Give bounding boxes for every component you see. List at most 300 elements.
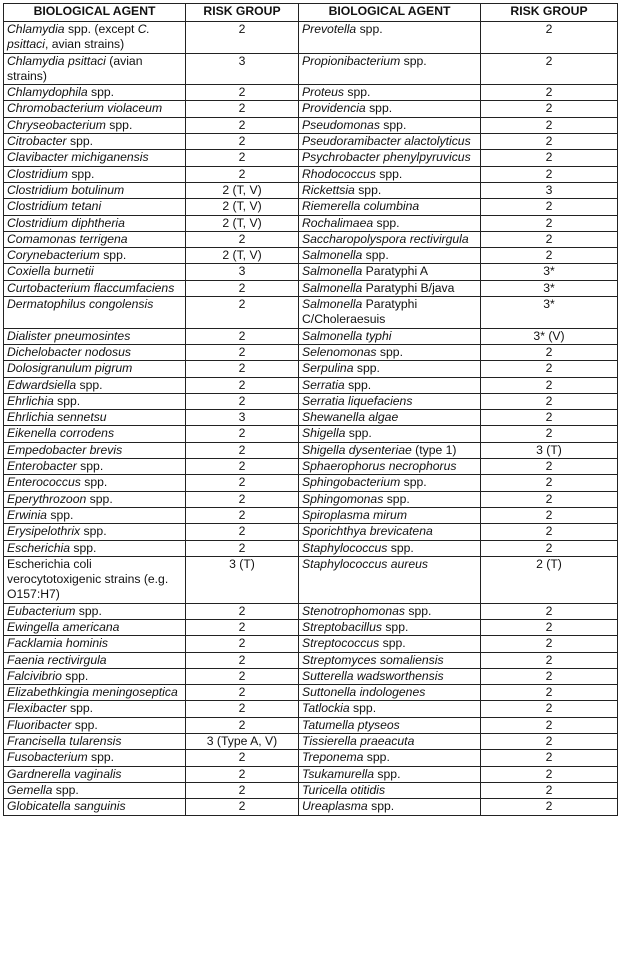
agent-cell [4,297,186,329]
agent-cell [299,150,481,166]
agent-name-italic: Shewanella algae [302,410,399,425]
agent-cell [4,134,186,150]
agent-cell [299,734,481,750]
agent-cell [4,182,186,198]
agent-cell [4,101,186,117]
table-row [4,215,618,231]
table-row [4,280,618,296]
agent-name-text: spp. [70,540,97,555]
table-row [4,182,618,198]
risk-group-cell: 2 [481,248,618,264]
agent-cell [4,85,186,101]
agent-name-italic: Prevotella [302,22,357,36]
agent-name-italic: Chlamydia psittaci [7,53,106,68]
agent-cell [299,782,481,798]
table-row [4,344,618,360]
agent-cell [299,410,481,426]
agent-name-text: spp. [345,426,372,441]
agent-name-italic: Dichelobacter nodosus [7,344,131,359]
agent-name-italic: Tatlockia [302,701,350,716]
agent-cell [299,248,481,264]
risk-group-cell: 2 [186,524,299,540]
risk-group-cell: 2 [186,426,299,442]
agent-cell [299,685,481,701]
risk-group-cell: 2 [481,426,618,442]
risk-group-table [3,3,618,816]
agent-name-italic: Comamonas terrigena [7,231,128,246]
risk-group-cell: 3 [186,264,299,280]
table-row [4,134,618,150]
agent-name-text: spp. [76,459,104,474]
agent-name-italic: Citrobacter [7,134,67,149]
risk-group-cell: 3 [186,53,299,85]
agent-cell [4,717,186,733]
agent-cell [299,491,481,507]
agent-name-italic: Providencia [302,101,366,116]
agent-name-italic: Streptobacillus [302,619,382,634]
risk-group-cell: 2 [186,85,299,101]
agent-cell [4,410,186,426]
table-row [4,652,618,668]
risk-group-cell: 2 [186,297,299,329]
agent-name-italic: Eikenella corrodens [7,426,115,441]
risk-group-cell: 3 (T) [481,442,618,458]
agent-name-italic: Staphylococcus aureus [302,556,429,571]
agent-name-italic: Suttonella indologenes [302,685,426,700]
agent-cell [299,85,481,101]
agent-name-italic: Curtobacterium flaccumfaciens [7,280,175,295]
agent-name-italic: Empedobacter brevis [7,442,123,457]
agent-name-italic: Sutterella wadsworthensis [302,668,444,683]
agent-cell [299,297,481,329]
agent-name-text: spp. [349,701,377,716]
agent-name-text: spp. [354,182,382,197]
table-row [4,377,618,393]
risk-group-cell: 2 [186,652,299,668]
table-row [4,603,618,619]
agent-name-text: Paratyphi A [362,264,429,279]
agent-cell [4,442,186,458]
risk-group-cell: 2 [481,150,618,166]
agent-cell [4,766,186,782]
table-row [4,619,618,635]
agent-name-text: spp. [400,53,427,68]
table-row [4,150,618,166]
agent-name-italic: Eperythrozoon [7,491,87,506]
agent-cell [4,734,186,750]
risk-group-cell: 2 [481,166,618,182]
risk-group-cell: 3 [186,410,299,426]
agent-cell [4,393,186,409]
agent-name-italic: Edwardsiella [7,377,77,392]
risk-group-cell: 2 [186,685,299,701]
agent-cell [4,150,186,166]
agent-cell [299,280,481,296]
agent-cell [299,328,481,344]
risk-group-cell: 2 [186,475,299,491]
agent-cell [4,507,186,523]
agent-cell [299,766,481,782]
agent-cell [299,459,481,475]
agent-cell [299,750,481,766]
agent-cell [299,652,481,668]
agent-name-italic: Proteus [302,85,345,100]
risk-group-cell: 2 [186,766,299,782]
agent-cell [4,231,186,247]
table-row [4,524,618,540]
risk-group-cell: 3 (Type A, V) [186,734,299,750]
agent-name-text: spp. [87,85,115,100]
risk-group-cell: 2 [481,782,618,798]
risk-group-cell: 2 [481,134,618,150]
table-row [4,393,618,409]
agent-cell [299,361,481,377]
table-body [4,22,618,816]
agent-cell [4,117,186,133]
agent-name-italic: Rickettsia [302,182,355,197]
risk-group-cell: 2 [481,652,618,668]
table-row [4,22,618,54]
agent-cell [4,248,186,264]
agent-name-text: spp. [80,475,108,490]
agent-cell [4,264,186,280]
agent-cell [299,603,481,619]
risk-group-cell: 2 [481,361,618,377]
agent-name-italic: Sphaerophorus necrophorus [302,459,457,474]
agent-cell [299,101,481,117]
agent-name-italic: Eubacterium [7,603,76,618]
table-row [4,701,618,717]
table-row [4,540,618,556]
header-biological-agent: BIOLOGICAL AGENT [299,4,481,22]
agent-name-italic: Pseudomonas [302,117,380,132]
risk-group-cell: 2 [481,199,618,215]
agent-name-italic: Dolosigranulum pigrum [7,361,133,376]
agent-name-italic: Pseudoramibacter alactolyticus [302,134,471,149]
agent-name-italic: Chlamydia [7,22,65,36]
risk-group-cell: 2 [481,701,618,717]
agent-cell [4,475,186,491]
agent-name-italic: Francisella tularensis [7,734,122,749]
agent-name-text: spp. [46,507,74,522]
agent-cell [4,556,186,603]
table-row [4,199,618,215]
agent-name-text: spp. [76,377,103,392]
risk-group-cell: 2 [481,734,618,750]
agent-cell [4,636,186,652]
risk-group-cell: 2 [186,166,299,182]
risk-group-cell: 2 (T) [481,556,618,603]
agent-name-text: spp. [400,475,427,490]
agent-name-italic: Ehrlichia [7,393,54,408]
agent-cell [299,22,481,54]
table-row [4,297,618,329]
agent-name-italic: Fluoribacter [7,717,72,732]
agent-cell [4,524,186,540]
table-row [4,166,618,182]
risk-group-cell: 2 (T, V) [186,215,299,231]
agent-name-text: spp. [86,491,113,506]
agent-name-italic: Falcivibrio [7,668,62,683]
table-row [4,685,618,701]
agent-cell [299,377,481,393]
risk-group-cell: 2 [186,491,299,507]
agent-name-italic: Serratia liquefaciens [302,393,413,408]
table-row [4,361,618,377]
risk-group-cell: 2 [481,117,618,133]
agent-cell [4,22,186,54]
agent-name-text: Paratyphi C/Choleraesuis [302,297,418,327]
agent-name-italic: Globicatella sanguinis [7,799,126,814]
risk-group-cell: 2 [186,344,299,360]
agent-cell [4,701,186,717]
agent-cell [299,556,481,603]
risk-group-cell: 2 [481,685,618,701]
agent-name-text: spp. [61,668,89,683]
table-row [4,442,618,458]
table-row [4,117,618,133]
risk-group-cell: 2 [481,491,618,507]
table-row [4,231,618,247]
agent-name-italic: Ewingella americana [7,619,120,634]
agent-cell [4,344,186,360]
risk-group-cell: 2 [481,717,618,733]
agent-name-italic: Streptomyces somaliensis [302,652,444,667]
agent-name-italic: C. psittaci [7,22,150,52]
agent-name-text: spp. [383,491,410,506]
table-row [4,799,618,815]
agent-name-text: spp. [80,524,107,539]
agent-name-italic: Dermatophilus congolensis [7,297,154,312]
agent-name-italic: Facklamia hominis [7,636,108,651]
agent-name-text: spp. [67,166,95,181]
risk-group-cell: 2 [481,215,618,231]
agent-cell [4,377,186,393]
agent-cell [4,166,186,182]
agent-cell [4,426,186,442]
table-row [4,766,618,782]
agent-name-text: spp. [52,782,79,797]
risk-group-cell: 2 [481,85,618,101]
agent-cell [4,652,186,668]
table-row [4,53,618,85]
agent-name-text: spp. [87,750,115,765]
agent-cell [299,134,481,150]
agent-name-text: (avian strains) [7,53,143,83]
agent-cell [299,215,481,231]
table-row [4,636,618,652]
risk-group-cell: 2 [186,117,299,133]
risk-group-cell: 2 [481,668,618,684]
risk-group-cell: 2 [481,53,618,85]
risk-group-cell: 2 [186,361,299,377]
risk-group-cell: 2 (T, V) [186,199,299,215]
agent-name-italic: Clostridium botulinum [7,182,125,197]
agent-name-text: spp. [405,603,432,618]
risk-group-cell: 2 [481,507,618,523]
table-row [4,782,618,798]
agent-name-italic: Chryseobacterium [7,117,106,132]
agent-name-text: spp. [344,377,372,392]
table-row [4,426,618,442]
agent-name-italic: Salmonella [302,297,363,312]
table-row [4,410,618,426]
risk-group-cell: 2 [481,393,618,409]
agent-name-italic: Enterobacter [7,459,77,474]
risk-group-cell: 2 (T, V) [186,248,299,264]
agent-name-italic: Sporichthya brevicatena [302,524,433,539]
agent-name-text: (type 1) [411,442,457,457]
agent-cell [299,442,481,458]
agent-name-text: spp. [376,344,403,359]
risk-group-cell: 2 [481,799,618,815]
agent-name-text: spp. [379,117,407,132]
agent-name-text: spp. [71,717,98,732]
risk-group-cell: 3 [481,182,618,198]
agent-cell [4,619,186,635]
risk-group-cell: 2 [186,442,299,458]
agent-name-italic: Salmonella [302,248,363,263]
agent-name-italic: Propionibacterium [302,53,401,68]
agent-name-italic: Escherichia [7,540,70,555]
agent-name-italic: Sphingobacterium [302,475,401,490]
agent-name-italic: Turicella otitidis [302,782,386,797]
risk-group-cell: 3* [481,280,618,296]
agent-cell [4,328,186,344]
risk-group-cell: 2 [481,22,618,54]
table-row [4,264,618,280]
risk-group-cell: 2 [186,377,299,393]
table-row [4,101,618,117]
agent-name-italic: Gemella [7,782,53,797]
risk-group-cell: 2 [481,524,618,540]
risk-group-cell: 2 [186,636,299,652]
risk-group-cell: 2 [186,668,299,684]
risk-group-cell: 2 [186,393,299,409]
risk-group-cell: 2 [481,750,618,766]
agent-name-text: spp. (except [64,22,138,36]
agent-name-text: spp. [344,85,371,100]
agent-name-text: spp. [367,799,395,814]
agent-name-italic: Treponema [302,750,364,765]
agent-cell [4,540,186,556]
table-row [4,459,618,475]
agent-name-italic: Ehrlichia sennetsu [7,410,107,425]
agent-name-italic: Tissierella praeacuta [302,734,415,749]
risk-group-cell: 2 [186,150,299,166]
agent-cell [299,426,481,442]
agent-cell [4,53,186,85]
agent-cell [4,491,186,507]
risk-group-cell: 2 [186,782,299,798]
header-risk-group: RISK GROUP [186,4,299,22]
agent-name-text: spp. [365,101,393,116]
agent-name-italic: Clostridium [7,166,68,181]
agent-name-text: spp. [66,134,94,149]
risk-group-cell: 2 [481,540,618,556]
table-row [4,507,618,523]
table-row [4,734,618,750]
agent-cell [299,166,481,182]
agent-name-italic: Fusobacterium [7,750,88,765]
risk-group-cell: 2 [481,459,618,475]
table-row [4,717,618,733]
agent-name-italic: Gardnerella vaginalis [7,766,122,781]
agent-name-italic: Saccharopolyspora rectivirgula [302,231,469,246]
risk-group-cell: 2 [186,280,299,296]
agent-name-italic: Salmonella [302,264,363,279]
risk-group-cell: 2 [186,619,299,635]
agent-name-italic: Sphingomonas [302,491,384,506]
agent-cell [4,459,186,475]
agent-name-italic: Clostridium diphtheria [7,215,125,230]
risk-group-cell: 2 (T, V) [186,182,299,198]
agent-cell [299,231,481,247]
table-row [4,491,618,507]
risk-group-cell: 2 [186,134,299,150]
agent-name-text: spp. [75,603,102,618]
agent-name-text: spp. [53,393,81,408]
agent-name-text: spp. [356,22,383,36]
agent-name-text: , avian strains) [44,37,125,52]
agent-name-text: spp. [381,619,409,634]
agent-name-italic: Tsukamurella [302,766,375,781]
agent-cell [4,199,186,215]
risk-group-cell: 2 [481,603,618,619]
risk-group-cell: 2 [186,101,299,117]
risk-group-cell: 2 [481,344,618,360]
agent-name-italic: Serpulina [302,361,354,376]
risk-group-cell: 2 [186,750,299,766]
header-risk-group: RISK GROUP [481,4,618,22]
risk-group-cell: 2 [186,603,299,619]
agent-cell [299,117,481,133]
risk-group-cell: 2 [186,507,299,523]
agent-name-text: spp. [353,361,380,376]
agent-cell [4,280,186,296]
table-row [4,85,618,101]
agent-name-italic: Corynebacterium [7,248,100,263]
agent-cell [4,799,186,815]
risk-group-cell: 2 [186,328,299,344]
agent-cell [299,619,481,635]
risk-group-cell: 2 [481,766,618,782]
risk-group-cell: 2 [481,619,618,635]
risk-group-cell: 2 [186,231,299,247]
agent-cell [299,717,481,733]
agent-name-italic: Erwinia [7,507,47,522]
header-biological-agent: BIOLOGICAL AGENT [4,4,186,22]
agent-cell [299,344,481,360]
agent-name-italic: Clostridium tetani [7,199,102,214]
agent-name-italic: Stenotrophomonas [302,603,405,618]
agent-name-italic: Shigella dysenteriae [302,442,412,457]
risk-group-cell: 2 [186,540,299,556]
header-row [4,4,618,22]
risk-group-cell: 2 [186,717,299,733]
agent-name-text: Escherichia coli verocytotoxigenic strains (e.g. O157:H7) [7,556,169,602]
agent-name-text: spp. [375,166,403,181]
risk-group-cell: 2 [481,636,618,652]
risk-group-cell: 3 (T) [186,556,299,603]
agent-name-italic: Erysipelothrix [7,524,81,539]
risk-group-cell: 2 [186,459,299,475]
agent-name-italic: Clavibacter michiganensis [7,150,149,165]
risk-group-cell: 2 [481,475,618,491]
agent-cell [4,685,186,701]
table-row [4,668,618,684]
risk-group-cell: 3* [481,264,618,280]
